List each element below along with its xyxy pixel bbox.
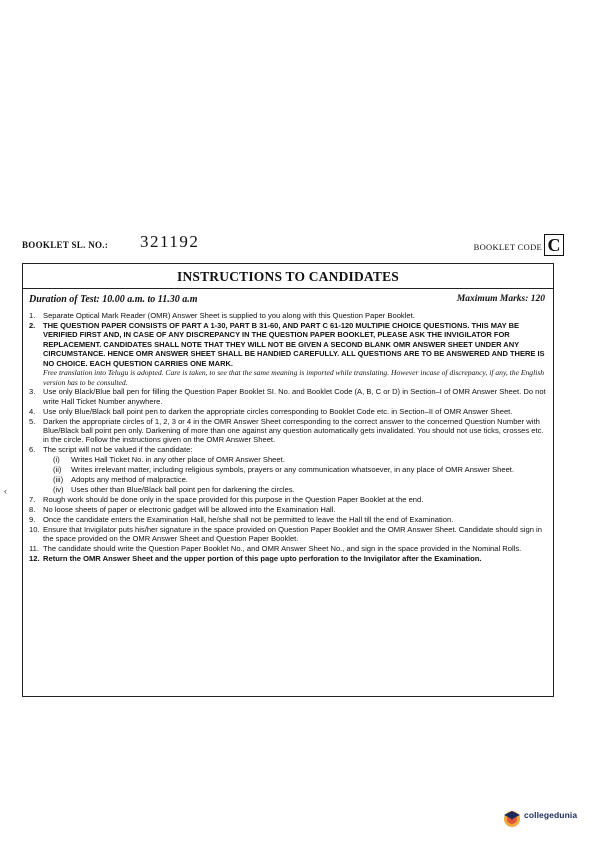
sub-item-text: Uses other than Blue/Black ball point pen for darkening the circles. bbox=[71, 484, 295, 494]
booklet-code-label: BOOKLET CODE bbox=[473, 242, 542, 252]
sub-item-text: Adopts any method of malpractice. bbox=[71, 475, 188, 484]
item-number: 9. bbox=[29, 514, 36, 524]
instruction-item bbox=[29, 495, 547, 504]
booklet-serial-label: BOOKLET SL. NO.: bbox=[22, 240, 109, 250]
sub-item bbox=[29, 465, 547, 474]
instruction-item bbox=[29, 544, 547, 553]
test-duration: Duration of Test: 10.00 a.m. to 11.30 a.m bbox=[29, 294, 198, 305]
item-text: Use only Blue/Black ball point pen to darken the appropriate circles corresponding to Booklet Code etc. in Section–II of OMR Answer Sheet. bbox=[43, 406, 513, 416]
sub-item bbox=[29, 475, 547, 484]
title-box bbox=[23, 264, 553, 289]
instruction-item bbox=[29, 515, 547, 524]
item-number: 6. bbox=[29, 445, 36, 455]
margin-mark: ‹ bbox=[4, 486, 7, 496]
booklet-info-row bbox=[22, 232, 574, 262]
instruction-item bbox=[29, 525, 547, 544]
sub-item-number: (iii) bbox=[53, 475, 64, 484]
item-number: 7. bbox=[29, 494, 36, 504]
instruction-item bbox=[29, 417, 547, 445]
instruction-item bbox=[29, 554, 547, 563]
graduate-cap-icon bbox=[502, 808, 522, 828]
sub-item-text: Writes irrelevant matter, including religious symbols, prayers or any communication whatsoever, in any place of OMR Answer Sheet. bbox=[71, 465, 515, 475]
instructions-frame bbox=[22, 263, 554, 697]
maximum-marks: Maximum Marks: 120 bbox=[456, 294, 545, 304]
watermark-text: collegedunia bbox=[524, 810, 578, 820]
collegedunia-watermark bbox=[502, 806, 595, 836]
item-text: No loose sheets of paper or electronic gadget will be allowed into the Examination Hall. bbox=[43, 504, 336, 514]
item-text: Ensure that Invigilator puts his/her signature in the space provided on Question Paper Booklet and the OMR Answer Sheet. Candidate should sign in the space provided on the OMR Answer Sheet and Question Paper Booklet. bbox=[43, 524, 542, 543]
item-number: 4. bbox=[29, 406, 36, 416]
item-text: THE QUESTION PAPER CONSISTS OF PART A 1-30, PART B 31-60, AND PART C 61-120 MULTIPIE CHOICE QUESTIONS. THIS MAY BE VERIFIED FIRST AND, IN CASE OF ANY DISCREPANCY IN THE QUESTION PAPER BOOKLET, PLEASE ASK THE INVIGILATOR FOR REPLACEMENT. CANDIDATES SHALL NOTE THAT THEY WILL NOT BE GIVEN A SECOND BLANK OMR ANSWER SHEET UNDER ANY CIRCUMSTANCE. HENCE OMR ANSWER SHEET SHALL BE HANDIED CAREFULLY. ALL QUESTIONS ARE TO BE ANSWERED AND THERE IS NO CHOICE. EACH QUESTION CARRIES ONE MARK. bbox=[43, 320, 545, 368]
translation-note: Free translation into Telugu is adopted. Care is taken, to see that the same meaning is imported while translating. However incase of discrepancy, if any, the English version has to be consulted. bbox=[43, 368, 545, 387]
item-text: Darken the appropriate circles of 1, 2, 3 or 4 in the OMR Answer Sheet corresponding to the correct answer to the concerned Question Number with Blue/Black ball point pen only. Darkening of more than one against any question automatically gets invalidated. You should not use ticks, crosses etc. in the circle. Follow the instructions given on the OMR Answer Sheet. bbox=[43, 416, 544, 445]
sub-item-number: (ii) bbox=[53, 465, 62, 475]
item-number: 5. bbox=[29, 416, 36, 426]
item-number: 2. bbox=[29, 320, 36, 330]
item-text: Rough work should be done only in the space provided for this purpose in the Question Paper Booklet at the end. bbox=[43, 494, 424, 504]
item-text: Use only Black/Blue ball pen for filling the Question Paper Booklet SI. No. and Booklet Code (A, B, C or D) in Section–I of OMR Answer Sheet. Do not write Hall Ticket Number anywhere. bbox=[43, 387, 546, 406]
instruction-item bbox=[29, 311, 547, 320]
instruction-item bbox=[29, 321, 547, 368]
booklet-code-box: C bbox=[544, 234, 564, 256]
sub-item bbox=[29, 455, 547, 464]
item-text: Separate Optical Mark Reader (OMR) Answer Sheet is supplied to you along with this Question Paper Booklet. bbox=[43, 311, 415, 320]
instruction-item bbox=[29, 387, 547, 406]
item-number: 3. bbox=[29, 387, 36, 397]
item-number: 10. bbox=[29, 524, 40, 534]
item-number: 1. bbox=[29, 311, 36, 320]
sub-item-text: Writes Hall Ticket No. in any other place of OMR Answer Sheet. bbox=[71, 455, 285, 465]
sub-item bbox=[29, 485, 547, 494]
instruction-item bbox=[29, 445, 547, 454]
item-text: The script will not be valued if the candidate: bbox=[43, 445, 193, 455]
sub-item-number: (i) bbox=[53, 455, 60, 465]
instruction-item bbox=[29, 505, 547, 514]
item-number: 11. bbox=[29, 543, 39, 553]
instruction-item bbox=[29, 407, 547, 416]
item-number: 12. bbox=[29, 553, 40, 563]
booklet-serial-number: 321192 bbox=[140, 232, 200, 251]
page-title: INSTRUCTIONS TO CANDIDATES bbox=[176, 269, 399, 284]
item-text: Return the OMR Answer Sheet and the upper portion of this page upto perforation to the Invigilator after the Examination. bbox=[43, 553, 482, 563]
sub-item-number: (iv) bbox=[53, 484, 64, 494]
instruction-list bbox=[29, 311, 547, 564]
item-number: 8. bbox=[29, 504, 36, 514]
item-text: The candidate should write the Question Paper Booklet No., and OMR Answer Sheet No., and sign in the space provided in the Nominal Rolls. bbox=[43, 543, 522, 553]
item-text: Once the candidate enters the Examination Hall, he/she shall not be permitted to leave the Hall till the end of Examination. bbox=[43, 514, 454, 524]
